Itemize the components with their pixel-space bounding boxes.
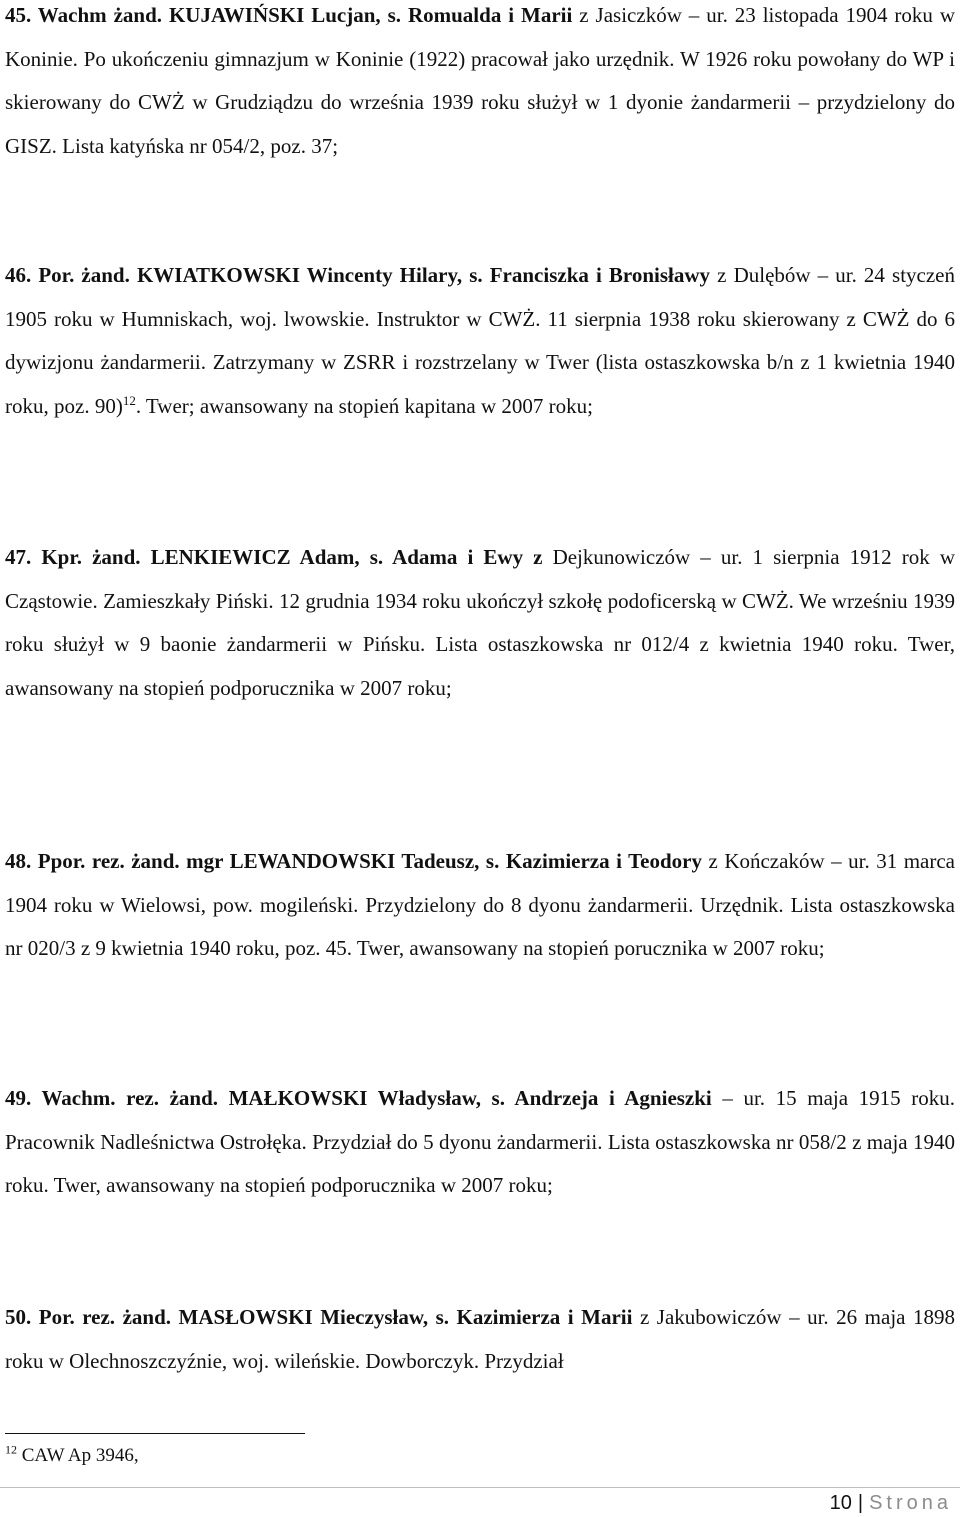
page-footer [830,1490,952,1516]
entry-50 [5,1296,955,1383]
entry-text-continued: . Twer; awansowany na stopień kapitana w 2007 roku; [135,393,593,418]
footnote-reference[interactable]: 12 [122,392,136,408]
entry-heading: 47. Kpr. żand. LENKIEWICZ Adam, s. Adama i Ewy z [5,545,543,569]
entry-text: Dejkunowiczów – ur. 1 sierpnia 1912 rok w Cząstowie. Zamieszkały Piński. 12 grudnia 1934 roku ukończył szkołę podoficerską w CWŻ. We wrześniu 1939 roku służył w 9 baonie żandarmerii w Pińsku. Lista ostaszkowska nr 012/4 z kwietnia 1940 roku. Twer, awansowany na stopień podporucznika w 2007 roku; [5,545,955,700]
entry-text: z Jakubowiczów – ur. 26 maja 1898 roku w Olechnoszczyźnie, woj. wileńskie. Dowborczyk. Przydział [5,1305,955,1373]
footnote-number: 12 [5,1442,17,1457]
entry-48 [5,840,955,971]
footnote-text: CAW Ap 3946, [17,1445,139,1466]
entry-text: z Dulębów – ur. 24 styczeń 1905 roku w Humniskach, woj. lwowskie. Instruktor w CWŻ. 11 sierpnia 1938 roku skierowany z CWŻ do 6 dywizjonu żandarmerii. Zatrzymany w ZSRR i rozstrzelany w Twer (lista ostaszkowska b/n z 1 kwietnia 1940 roku, poz. 90) [5,263,955,418]
entry-heading: 48. Ppor. rez. żand. mgr LEWANDOWSKI Tadeusz, s. Kazimierza i Teodory [5,849,702,873]
entry-heading: 46. Por. żand. KWIATKOWSKI Wincenty Hilary, s. Franciszka i Bronisławy [5,263,711,287]
entry-46 [5,254,955,428]
entry-text: z Kończaków – ur. 31 marca 1904 roku w Wielowsi, pow. mogileński. Przydzielony do 8 dyonu żandarmerii. Urzędnik. Lista ostaszkowska nr 020/3 z 9 kwietnia 1940 roku, poz. 45. Twer, awansowany na stopień porucznika w 2007 roku; [5,849,955,960]
entry-45 [5,0,955,168]
entry-heading: 50. Por. rez. żand. MASŁOWSKI Mieczysław, s. Kazimierza i Marii [5,1305,633,1329]
entry-heading: 45. Wachm żand. KUJAWIŃSKI Lucjan, s. Romualda i Marii [5,3,573,27]
footer-divider [0,1487,960,1488]
page-number: 10 [829,1492,852,1514]
entry-47 [5,536,955,710]
footnote [5,1443,139,1469]
entry-text: – ur. 15 maja 1915 roku. Pracownik Nadleśnictwa Ostrołęka. Przydział do 5 dyonu żandarmerii. Lista ostaszkowska nr 058/2 z maja 1940 roku. Twer, awansowany na stopień podporucznika w 2007 roku; [5,1086,956,1197]
footnote-divider [5,1433,305,1434]
entry-text: z Jasiczków – ur. 23 listopada 1904 roku w Koninie. Po ukończeniu gimnazjum w Koninie (1922) pracował jako urzędnik. W 1926 roku powołany do WP i skierowany do CWŻ w Grudziądzu do września 1939 roku służył w 1 dyonie żandarmerii – przydzielony do GISZ. Lista katyńska nr 054/2, poz. 37; [5,3,955,158]
page-label: Strona [869,1492,952,1514]
footer-separator: | [857,1492,864,1514]
entry-heading: 49. Wachm. rez. żand. MAŁKOWSKI Władysław, s. Andrzeja i Agnieszki [5,1086,712,1110]
entry-49 [5,1077,955,1208]
